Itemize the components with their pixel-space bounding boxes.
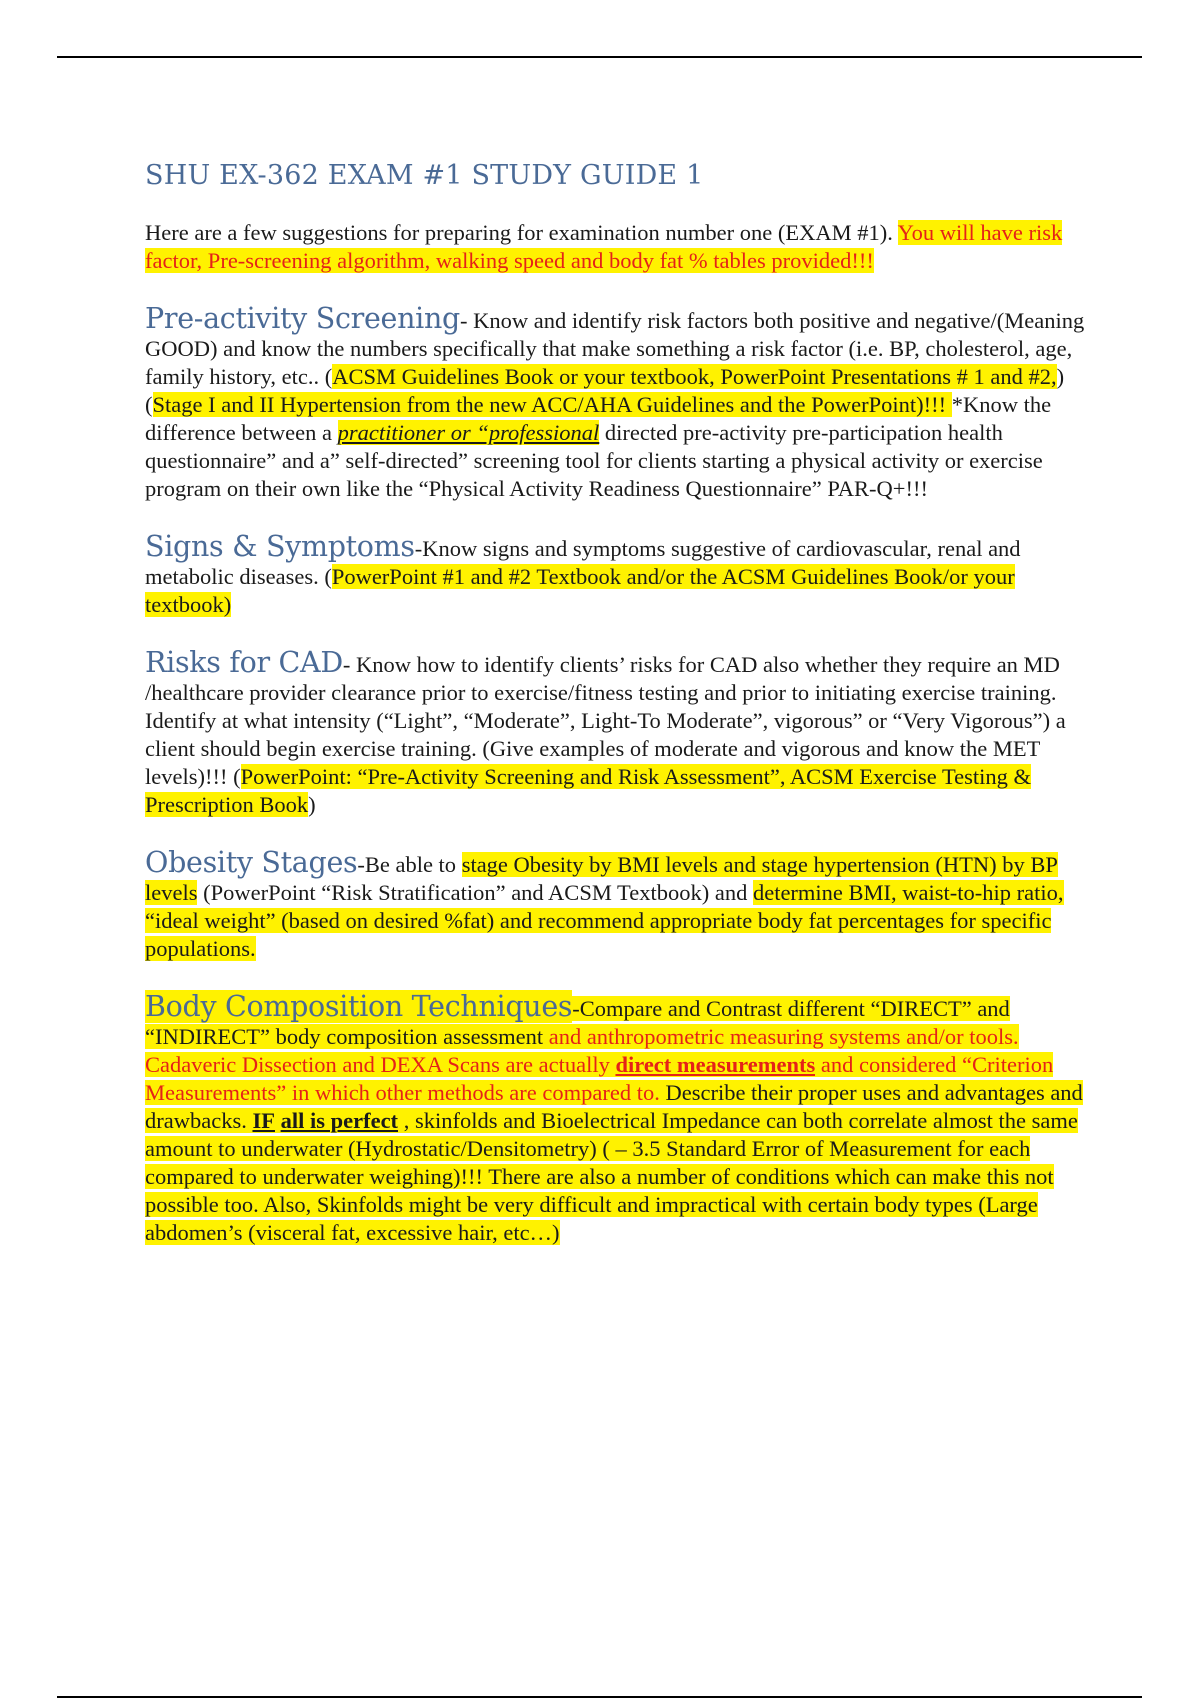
document-body — [145, 160, 1087, 1277]
preactivity-text-3: *Know the difference between a — [145, 392, 1052, 445]
section-heading-bodycomp: Body Composition Techniques — [145, 990, 573, 1023]
section-signs — [145, 530, 1087, 619]
preactivity-highlight-2: Stage I and II Hypertension from the new ACC/AHA Guidelines and the PowerPoint)!!! — [152, 392, 952, 417]
top-rule — [57, 56, 1142, 58]
obesity-text-1: -Be able to — [357, 852, 462, 877]
obesity-highlight-2: determine BMI, waist-to-hip ratio, “ideal weight” (based on desired %fat) and recommend appropriate body fat percentages for specific populations. — [145, 880, 1064, 961]
preactivity-emphasis: practitioner or “professional — [337, 420, 600, 445]
bodycomp-emphasis-perfect: all is perfect — [280, 1108, 399, 1133]
bodycomp-red-emphasis: direct measurements — [615, 1052, 816, 1077]
section-heading-obesity: Obesity Stages — [145, 846, 358, 879]
bodycomp-emphasis-if: IF — [252, 1108, 275, 1133]
bodycomp-highlight-1: Describe their proper uses and advantages and drawbacks. — [145, 1080, 1083, 1133]
intro-text: Here are a few suggestions for preparing for examination number one (EXAM #1). — [145, 220, 898, 245]
risks-highlight-1: PowerPoint: “Pre-Activity Screening and Risk Assessment”, ACSM Exercise Testing & Prescription Book — [145, 764, 1032, 817]
section-preactivity — [145, 302, 1087, 503]
risks-text-2: ) — [308, 792, 316, 817]
risks-text-1: - Know how to identify clients’ risks for CAD also whether they require an MD /healthcare provider clearance prior to exercise/fitness testing and prior to initiating exercise training. Identify at what intensity (“Light”, “Moderate”, Light-To Moderate”, vigorous” or “Very Vigorous”) a client should begin exercise training. (Give examples of moderate and vigorous and know the MET levels)!!! ( — [145, 652, 1066, 789]
section-risks — [145, 646, 1087, 819]
section-heading-signs: Signs & Symptoms — [145, 530, 415, 563]
obesity-highlight-1: stage Obesity by BMI levels and stage hypertension (HTN) by BP levels — [145, 852, 1058, 905]
intro-highlight: You will have risk factor, Pre-screening algorithm, walking speed and body fat % tables provided!!! — [145, 220, 1063, 273]
bodycomp-red-2: and considered “Criterion Measurements” in which other methods are compared to. — [145, 1052, 1054, 1105]
section-bodycomp — [145, 990, 1087, 1247]
bottom-rule — [57, 1696, 1142, 1698]
preactivity-text-1: - Know and identify risk factors both positive and negative/(Meaning GOOD) and know the numbers specifically that make something a risk factor (i.e. BP, cholesterol, age, family history, etc.. ( — [145, 308, 1085, 389]
bodycomp-red-1: and anthropometric measuring systems and/or tools. Cadaveric Dissection and DEXA Scans are actually — [145, 1024, 1019, 1077]
bodycomp-space — [275, 1108, 281, 1133]
preactivity-text-2: ) ( — [145, 364, 1065, 417]
section-obesity — [145, 846, 1087, 963]
signs-highlight-1: PowerPoint #1 and #2 Textbook and/or the ACSM Guidelines Book/or your textbook) — [145, 564, 1015, 617]
obesity-text-2: (PowerPoint “Risk Stratification” and ACSM Textbook) and — [197, 880, 753, 905]
signs-text-1: -Know signs and symptoms suggestive of cardiovascular, renal and metabolic diseases. ( — [145, 536, 1021, 589]
section-heading-preactivity: Pre-activity Screening — [145, 302, 460, 335]
section-heading-risks: Risks for CAD — [145, 646, 343, 679]
preactivity-text-4: directed pre-activity pre-participation health questionnaire” and a” self-directed” screening tool for clients starting a physical activity or exercise program on their own like the “Physical Activity Readiness Questionnaire” PAR-Q+!!! — [145, 420, 1043, 501]
intro-paragraph — [145, 219, 1087, 275]
page-title: SHU EX-362 EXAM #1 STUDY GUIDE 1 — [145, 160, 704, 191]
bodycomp-highlight-2: , skinfolds and Bioelectrical Impedance can both correlate almost the same amount to underwater (Hydrostatic/Densitometry) ( – 3.5 Standard Error of Measurement for each compared to underwater weighing)!!! There are also a number of conditions which can make this not possible too. Also, Skinfolds might be very difficult and impractical with certain body types (Large abdomen’s (visceral fat, excessive hair, etc…) — [145, 1108, 1078, 1245]
preactivity-highlight-1: ACSM Guidelines Book or your textbook, PowerPoint Presentations # 1 and #2, — [332, 364, 1057, 389]
bodycomp-text-1: -Compare and Contrast different “DIRECT” and “INDIRECT” body composition assessment — [145, 996, 1010, 1049]
